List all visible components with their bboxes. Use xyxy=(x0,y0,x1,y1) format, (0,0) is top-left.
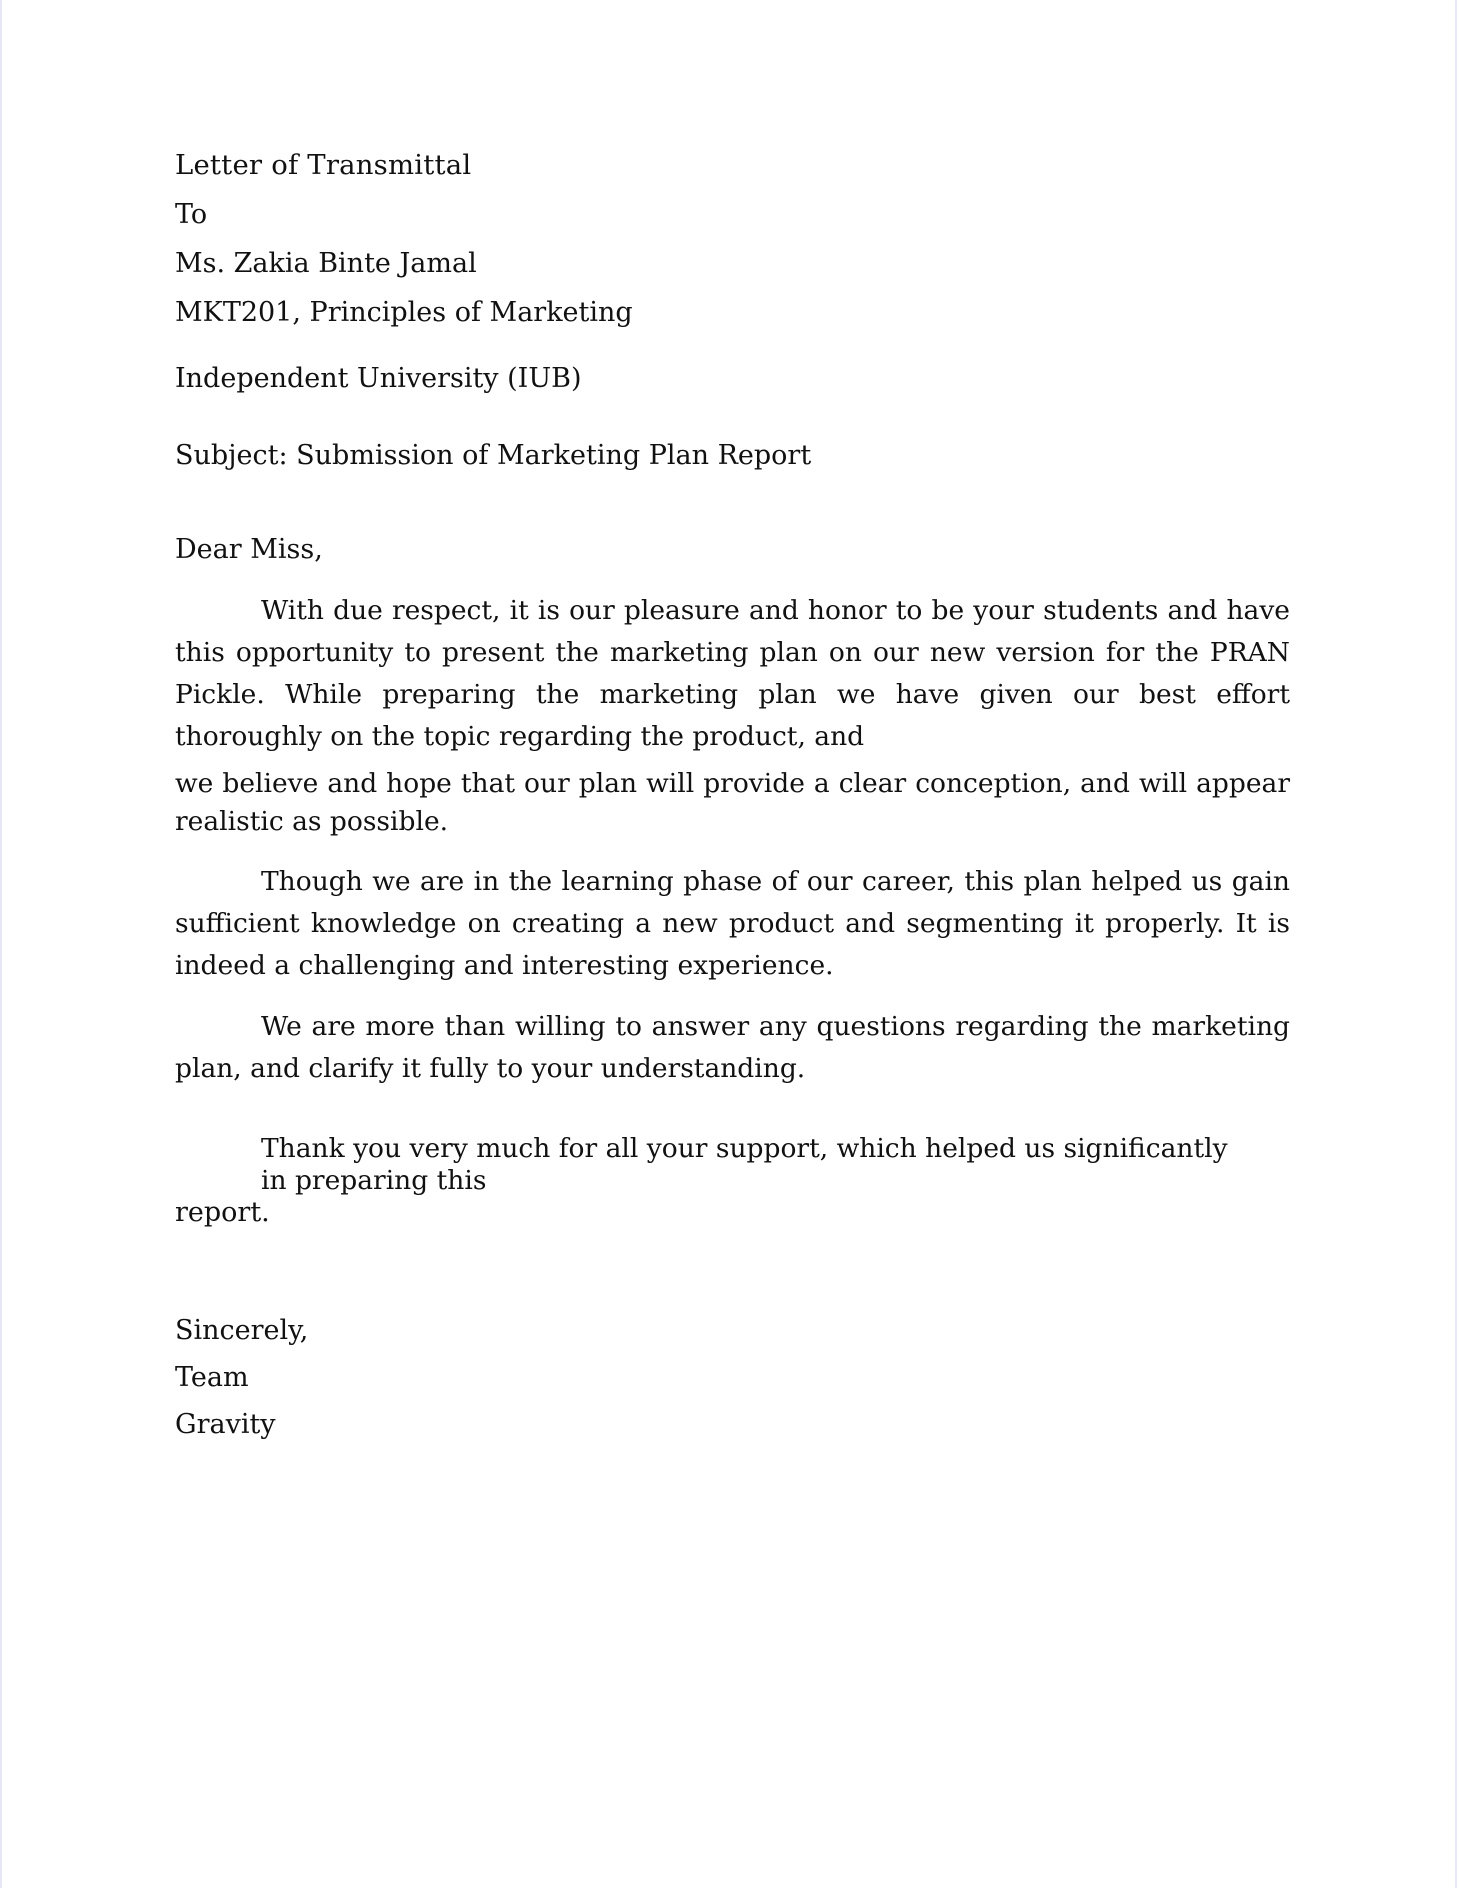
paragraph-2-text: Though we are in the learning phase of our career, this plan helped us gain sufficient knowledge on creating a new product and segmenting it properly. It is indeed a challenging and interesting experience. xyxy=(175,866,1290,981)
paragraph-3-text: We are more than willing to answer any questions regarding the marketing plan, and clarify it fully to your understanding. xyxy=(175,1011,1290,1084)
paragraph-1-text: With due respect, it is our pleasure and honor to be your students and have this opportunity to present the marketing plan on our new version for the PRAN Pickle. While preparing the marketing plan we have given our best effort thoroughly on the topic regarding the product, and xyxy=(175,595,1290,752)
letter-title: Letter of Transmittal xyxy=(175,149,472,181)
paragraph-4-end: report. xyxy=(175,1197,270,1228)
to-label: To xyxy=(175,199,208,230)
paragraph-1-continued: we believe and hope that our plan will provide a clear conception, and will appear realistic as possible. xyxy=(175,768,1290,837)
signature-team: Team xyxy=(175,1362,249,1393)
course-line: MKT201, Principles of Marketing xyxy=(175,297,633,328)
signature-gravity: Gravity xyxy=(175,1409,276,1440)
university-line: Independent University (IUB) xyxy=(175,363,582,394)
salutation: Dear Miss, xyxy=(175,534,323,565)
closing: Sincerely, xyxy=(175,1315,309,1346)
recipient-name: Ms. Zakia Binte Jamal xyxy=(175,248,477,279)
paragraph-3 xyxy=(175,1006,1290,1090)
paragraph-4: Thank you very much for all your support, which helped us significantly in preparing this xyxy=(261,1133,1228,1196)
paragraph-2 xyxy=(175,861,1290,987)
paragraph-1 xyxy=(175,590,1290,758)
subject-line: Subject: Submission of Marketing Plan Report xyxy=(175,440,812,471)
